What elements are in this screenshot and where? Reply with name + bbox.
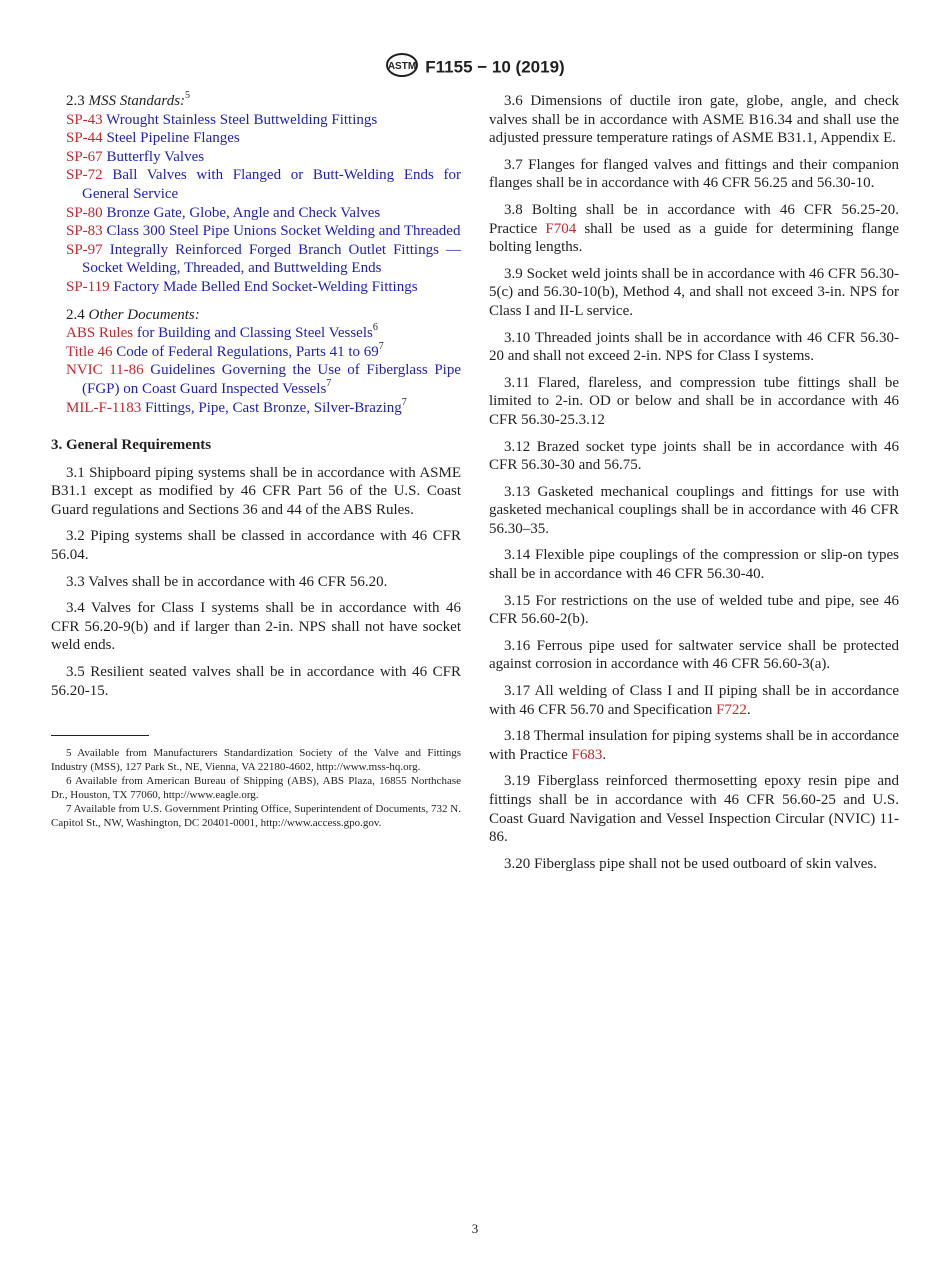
paragraph-3-2: 3.2 Piping systems shall be classed in accordance with 46 CFR 56.04. — [51, 528, 461, 564]
paragraph-3-3: 3.3 Valves shall be in accordance with 46 CFR 56.20. — [66, 573, 388, 590]
reference-code-link[interactable]: ABS Rules — [66, 325, 134, 342]
reference-title-link[interactable]: Factory Made Belled End Socket-Welding Fittings — [113, 278, 418, 295]
page-number: 3 — [471, 1221, 479, 1236]
reference-title-link[interactable]: for Building and Classing Steel Vessels — [136, 325, 373, 342]
reference-code-link[interactable]: SP-67 — [66, 148, 103, 165]
paragraph-3-18: 3.18 Thermal insulation for piping systems shall be in accordance with Practice F683. — [489, 728, 899, 763]
reference-code-link[interactable]: SP-44 — [66, 130, 103, 147]
paragraph-3-19: 3.19 Fiberglass reinforced thermosetting epoxy resin pipe and fittings shall be in accordance with 46 CFR 56.60-25 and U.S. Coast Guard Navigation and Vessel Inspection Circular (NVIC) 11-86. — [489, 773, 899, 846]
reference-title-link[interactable]: Guidelines Governing the Use of Fiberglass Pipe (FGP) on Coast Guard Inspected Vessels — [82, 362, 461, 397]
reference-item — [51, 222, 461, 241]
reference-title-link[interactable]: Bronze Gate, Globe, Angle and Check Valves — [106, 204, 381, 221]
document-designation: F1155 − 10 (2019) — [425, 57, 565, 77]
reference-code-link[interactable]: NVIC 11-86 — [66, 362, 144, 379]
reference-title-link[interactable]: Wrought Stainless Steel Buttwelding Fittings — [106, 111, 378, 128]
footnote-6: 6 Available from American Bureau of Shipping (ABS), ABS Plaza, 16855 Northchase Dr., Houston, TX 77060, http://www.eagle.org. — [51, 775, 461, 802]
page-header — [0, 52, 950, 83]
reference-code-link[interactable]: SP-80 — [66, 204, 103, 221]
paragraph-3-9: 3.9 Socket weld joints shall be in accordance with 46 CFR 56.30-5(c) and 56.30-10(b), Method 4, and shall not exceed 3-in. NPS for Class I and II-L service. — [489, 265, 899, 319]
paragraph-3-8: 3.8 Bolting shall be in accordance with 46 CFR 56.25-20. Practice F704 shall be used as a guide for determining flange bolting lengths. — [489, 201, 899, 256]
practice-f683-link[interactable]: F683 — [571, 746, 603, 763]
footnote-7: 7 Available from U.S. Government Printing Office, Superintendent of Documents, 732 N. Capitol St., NW, Washington, DC 20401-0001, http://www.access.gpo.gov. — [51, 803, 461, 830]
reference-title-link[interactable]: Class 300 Steel Pipe Unions Socket Welding and Threaded — [106, 223, 461, 240]
paragraph-3-10: 3.10 Threaded joints shall be in accordance with 46 CFR 56.30-20 and shall not exceed 2-in. NPS for Class I systems. — [489, 329, 899, 365]
reference-item: MIL-F-1183 Fittings, Pipe, Cast Bronze, Silver-Brazing$^7$ — [66, 396, 407, 416]
reference-item — [51, 129, 461, 148]
reference-title-link[interactable]: Integrally Reinforced Forged Branch Outlet Fittings — Socket Welding, Threaded, and Buttwelding Ends — [82, 241, 462, 277]
reference-code-link[interactable]: SP-72 — [66, 167, 103, 184]
reference-item — [51, 148, 461, 167]
reference-item — [51, 204, 461, 223]
svg-text:ASTM: ASTM — [388, 61, 417, 72]
paragraph-3-13: 3.13 Gasketed mechanical couplings and fittings for use with gasketed mechanical couplings shall be in accordance with 46 CFR 56.30–35. — [489, 483, 899, 537]
paragraph-3-17: 3.17 All welding of Class I and II piping shall be in accordance with 46 CFR 56.70 and Specification F722. — [489, 683, 899, 718]
specification-f722-link[interactable]: F722 — [716, 701, 747, 718]
reference-item: Title 46 Code of Federal Regulations, Parts 41 to $69^7$ — [66, 340, 384, 360]
reference-code-link[interactable]: SP-43 — [66, 111, 103, 128]
practice-f704-link[interactable]: F704 — [545, 220, 577, 237]
reference-code-link[interactable]: MIL-F-1183 — [66, 399, 142, 416]
reference-item: ABS Rules for Building and Classing Steel Vessels$^6$ — [66, 322, 378, 342]
right-column — [489, 92, 899, 881]
footnote-divider — [51, 735, 149, 736]
reference-item — [51, 278, 461, 297]
section-2-4-heading: 2.4 Other Documents: — [66, 306, 200, 323]
paragraph-3-20: 3.20 Fiberglass pipe shall not be used outboard of skin valves. — [504, 855, 878, 872]
paragraph-3-6: 3.6 Dimensions of ductile iron gate, globe, angle, and check valves shall be in accordance with ASME B16.34 and shall use the adjusted pressure temperature ratings of ASME B31.1, Appendix E. — [489, 93, 899, 147]
reference-title-link[interactable]: Code of Federal Regulations, Parts 41 to 69 — [116, 343, 379, 360]
left-column — [51, 92, 461, 830]
reference-item: NVIC 11-86 Guidelines Governing the Use of Fiberglass Pipe (FGP) on Coast Guard Inspected Vessels$^7$ — [66, 362, 461, 397]
reference-item — [51, 111, 461, 130]
paragraph-3-11: 3.11 Flared, flareless, and compression tube fittings shall be limited to 2-in. OD or below and shall be in accordance with 46 CFR 56.30-25.3.12 — [489, 374, 899, 428]
section-3-heading: 3. General Requirements — [51, 437, 212, 454]
reference-title-link[interactable]: Ball Valves with Flanged or Butt-Welding Ends for General Service — [82, 167, 462, 202]
reference-title-link[interactable]: Steel Pipeline Flanges — [106, 130, 240, 147]
reference-code-link[interactable]: Title 46 — [66, 343, 113, 360]
reference-title-link[interactable]: Butterfly Valves — [106, 148, 205, 165]
paragraph-3-15: 3.15 For restrictions on the use of welded tube and pipe, see 46 CFR 56.60-2(b). — [489, 592, 899, 628]
reference-code-link[interactable]: SP-97 — [66, 241, 103, 258]
astm-logo-icon — [385, 52, 419, 83]
reference-item — [51, 241, 461, 278]
paragraph-3-7: 3.7 Flanges for flanged valves and fittings and their companion flanges shall be in accordance with 46 CFR 56.25 and 56.30-10. — [489, 156, 899, 192]
reference-code-link[interactable]: SP-119 — [66, 278, 110, 295]
reference-code-link[interactable]: SP-83 — [66, 223, 103, 240]
section-2-3-heading: 2.3 MSS Standards:$^5$ — [66, 90, 191, 109]
reference-item — [51, 166, 461, 203]
paragraph-3-1: 3.1 Shipboard piping systems shall be in accordance with ASME B31.1 except as modified by 46 CFR Part 56 of the U.S. Coast Guard regulations and Sections 36 and 44 of the ABS Rules. — [51, 464, 461, 518]
paragraph-3-5: 3.5 Resilient seated valves shall be in accordance with 46 CFR 56.20-15. — [51, 664, 461, 699]
paragraph-3-16: 3.16 Ferrous pipe used for saltwater service shall be protected against corrosion in accordance with 46 CFR 56.60-3(a). — [489, 637, 899, 673]
paragraph-3-12: 3.12 Brazed socket type joints shall be in accordance with 46 CFR 56.30-30 and 56.75. — [489, 438, 899, 474]
paragraph-3-4: 3.4 Valves for Class I systems shall be in accordance with 46 CFR 56.20-9(b) and if larger than 2-in. NPS shall not have socket weld ends. — [51, 600, 461, 654]
footnote-5: 5 Available from Manufacturers Standardization Society of the Valve and Fittings Industry (MSS), 127 Park St., NE, Vienna, VA 22180-4602, http://www.mss-hq.org. — [51, 747, 461, 774]
paragraph-3-14: 3.14 Flexible pipe couplings of the compression or slip-on types shall be in accordance with 46 CFR 56.30-40. — [489, 547, 899, 583]
reference-title-link[interactable]: Fittings, Pipe, Cast Bronze, Silver-Brazing — [145, 399, 402, 416]
